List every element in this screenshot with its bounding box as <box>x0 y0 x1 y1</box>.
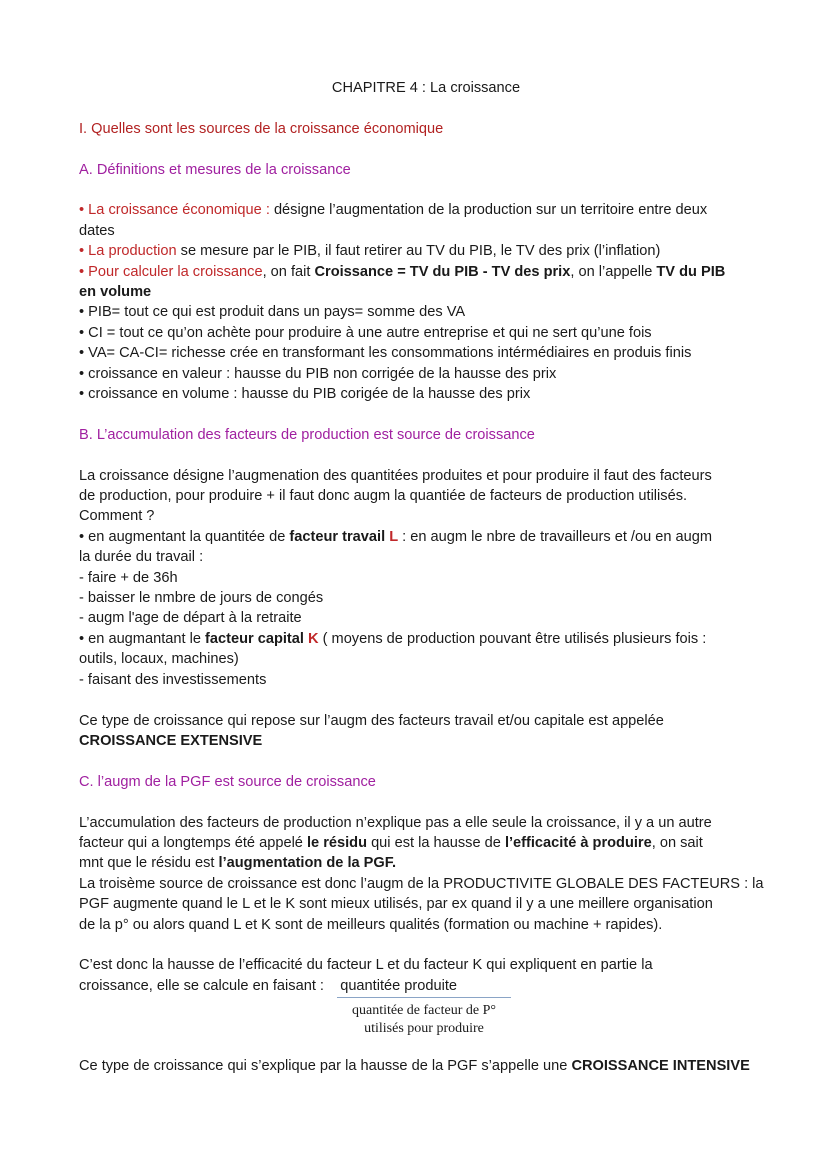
term-croissance-extensive: CROISSANCE EXTENSIVE <box>79 732 263 749</box>
term-bold: TV du PIB <box>656 263 726 280</box>
bullet-continuation: la durée du travail : <box>79 549 204 566</box>
paragraph-line <box>79 853 759 873</box>
bullet-term: • Pour calculer la croissance <box>79 263 263 280</box>
text: facteur qui a longtemps été appelé <box>79 834 307 851</box>
text: , on sait <box>651 834 703 851</box>
term-bold: facteur capital <box>205 630 304 647</box>
bullet-production <box>79 241 759 261</box>
denominator-line: quantitée de facteur de P° <box>352 1003 496 1019</box>
document-page <box>79 78 764 1077</box>
factor-letter-K: K <box>308 630 319 647</box>
paragraph-line: Ce type de croissance qui repose sur l’augm des facteurs travail et/ou capitale est appelée <box>79 712 664 729</box>
section-heading-A: A. Définitions et mesures de la croissance <box>79 161 351 178</box>
paragraph-line: La croissance désigne l’augmenation des quantitées produites et pour produire il faut des facteurs <box>79 467 712 484</box>
paragraph-line: de la p° ou alors quand L et K sont de meilleurs qualités (formation ou machine + rapides). <box>79 916 663 933</box>
bullet-facteur-travail <box>79 527 759 547</box>
bullet-continuation: en volume <box>79 284 152 301</box>
formula-denominator <box>337 1002 511 1038</box>
text: mnt que le résidu est <box>79 855 219 872</box>
bullet-text: , on l’appelle <box>570 263 657 280</box>
bullet-text: se mesure par le PIB, il faut retirer au TV du PIB, le TV des prix (l’inflation) <box>176 243 661 260</box>
bullet-ci: • CI = tout ce qu’on achète pour produire à une autre entreprise et qui ne sert qu’une fois <box>79 324 652 341</box>
bullet-continuation: outils, locaux, machines) <box>79 651 239 668</box>
dash-item: - augm l'age de départ à la retraite <box>79 610 302 627</box>
fraction-bar <box>337 997 511 998</box>
paragraph-line: PGF augmente quand le L et le K sont mieux utilisés, par ex quand il y a une meillere organisation <box>79 896 713 913</box>
section-heading-C: C. l’augm de la PGF est source de croissance <box>79 773 376 790</box>
bullet-calcul-croissance <box>79 262 759 282</box>
pgf-formula <box>79 996 759 1056</box>
chapter-title: CHAPITRE 4 : La croissance <box>331 80 521 96</box>
bullet-term: • La production <box>79 243 177 260</box>
bullet-text: , on fait <box>262 263 315 280</box>
bullet-croissance-volume: • croissance en volume : hausse du PIB corigée de la hausse des prix <box>79 386 531 403</box>
term-bold: facteur travail <box>289 528 386 545</box>
paragraph-line: C’est donc la hausse de l’efficacité du facteur L et du facteur K qui expliquent en partie la <box>79 957 653 974</box>
bullet-pib: • PIB= tout ce qui est produit dans un pays= somme des VA <box>79 304 466 321</box>
denominator-line: utilisés pour produire <box>364 1021 484 1037</box>
bullet-term: • La croissance économique : <box>79 202 270 219</box>
text: qui est la hausse de <box>367 834 505 851</box>
factor-letter-L: L <box>389 528 399 545</box>
term-bold: l’augmentation de la PGF. <box>218 855 397 872</box>
bullet-text: • en augmantant le <box>79 630 205 647</box>
paragraph-line: de production, pour produire + il faut donc augm la quantiée de facteurs de production utilisés. <box>79 488 688 505</box>
paragraph-line <box>79 833 759 853</box>
formula-bold: Croissance = TV du PIB - TV des prix <box>314 263 571 280</box>
section-heading-I: I. Quelles sont les sources de la croissance économique <box>79 120 444 137</box>
text: Ce type de croissance qui s’explique par la hausse de la PGF s’appelle une <box>79 1058 572 1075</box>
bullet-croissance-economique <box>79 200 759 220</box>
conclusion-intensive <box>79 1056 759 1076</box>
term-bold: le résidu <box>306 834 368 851</box>
bullet-facteur-capital <box>79 629 759 649</box>
bullet-croissance-valeur: • croissance en valeur : hausse du PIB non corrigée de la hausse des prix <box>79 365 557 382</box>
paragraph-line: Comment ? <box>79 508 155 525</box>
bullet-text: désigne l’augmentation de la production sur un territoire entre deux <box>269 202 708 219</box>
term-bold: l’efficacité à produire <box>504 834 652 851</box>
term-croissance-intensive: CROISSANCE INTENSIVE <box>571 1058 750 1075</box>
paragraph-line: L’accumulation des facteurs de production n’explique pas a elle seule la croissance, il y a un autre <box>79 814 712 831</box>
bullet-continuation: dates <box>79 222 115 239</box>
dash-item: - baisser le nmbre de jours de congés <box>79 590 324 607</box>
dash-item: - faisant des investissements <box>79 671 267 688</box>
bullet-va: • VA= CA-CI= richesse crée en transformant les consommations intérmédiaires en produis finis <box>79 345 692 362</box>
bullet-text: : en augm le nbre de travailleurs et /ou en augm <box>398 528 713 545</box>
section-heading-B: B. L’accumulation des facteurs de production est source de croissance <box>79 426 535 443</box>
dash-item: - faire + de 36h <box>79 569 178 586</box>
bullet-text: ( moyens de production pouvant être utilisés plusieurs fois : <box>318 630 707 647</box>
bullet-text: • en augmentant la quantitée de <box>79 528 290 545</box>
formula-numerator-line: croissance, elle se calcule en faisant : quantitée produite <box>79 977 458 994</box>
paragraph-line: La troisème source de croissance est donc l’augm de la PRODUCTIVITE GLOBALE DES FACTEURS : la <box>79 875 764 892</box>
